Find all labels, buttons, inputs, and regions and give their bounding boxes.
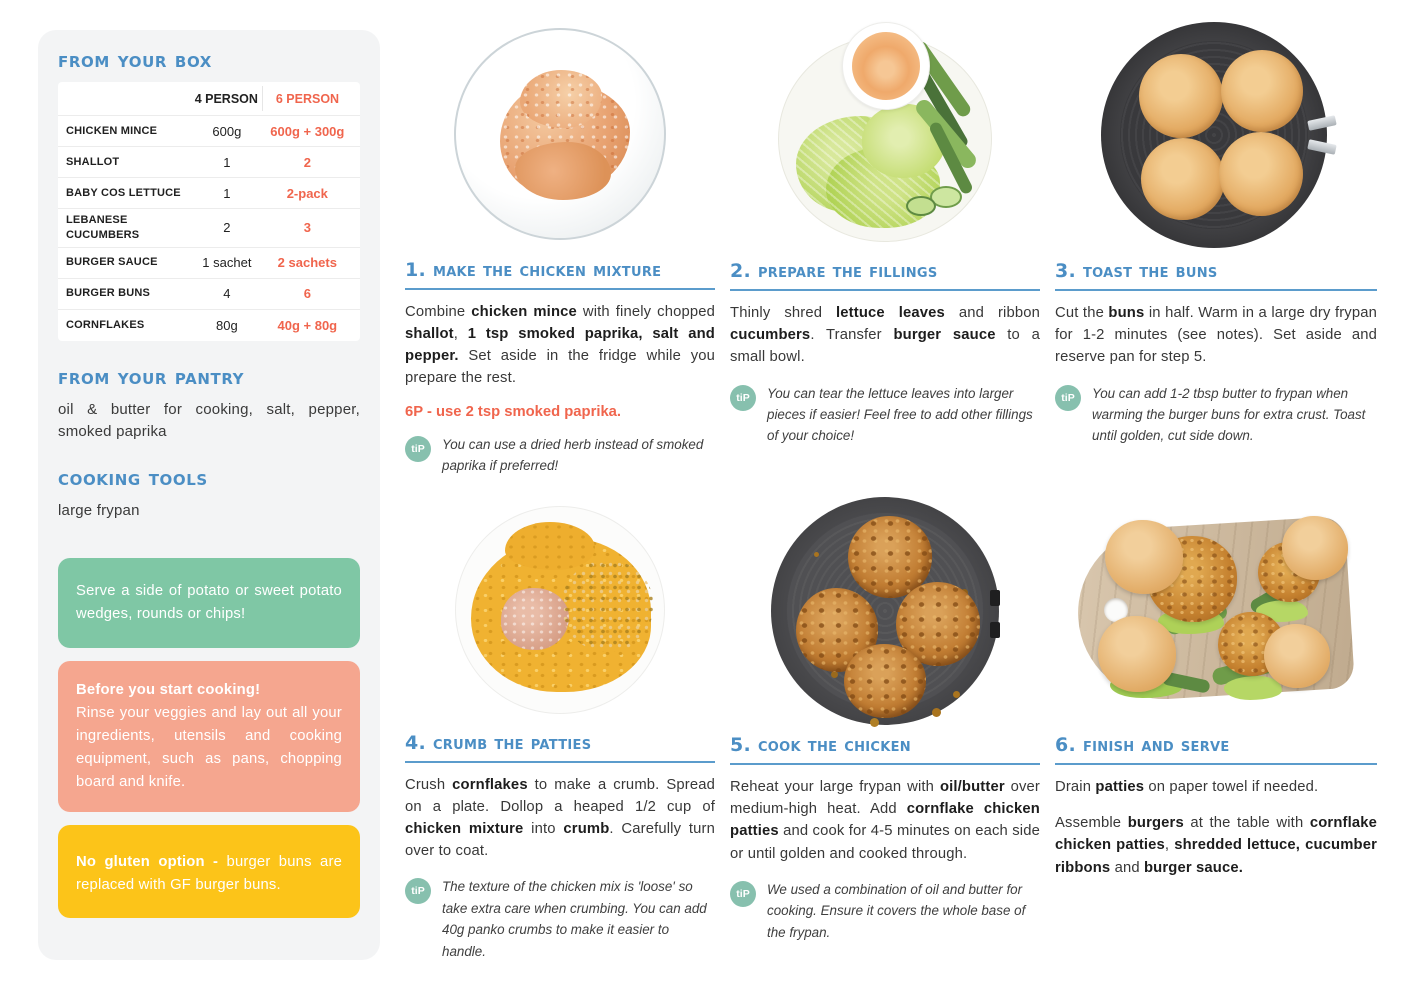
step-6-body: Drain patties on paper towel if needed. Assemble burgers at the table with cornflake chicken patties, shredded lettuce, cucumber ribbons and burger sauce. [1055,779,1377,876]
from-your-box-title: from your box [58,48,212,72]
tip-icon: tiP [730,881,756,907]
tip-icon: tiP [730,385,756,411]
before-cooking-title: Before you start cooking! [76,682,261,699]
cooking-tools-items: large frypan [58,501,140,519]
from-your-pantry-title: from your pantry [58,364,245,389]
step-3 [1055,252,1377,490]
step-5-title: 5. cook the chicken [730,734,1040,765]
col-header-4-person: 4 PERSON [194,91,258,106]
step-3-body: Cut the buns in half. Warm in a large dry frypan for 1-2 minutes (see notes). Set aside and reserve pan for step 5. [1055,305,1377,366]
step-1 [405,251,715,488]
table-row: SHALLOT 1 2 [58,147,360,178]
step-5-body: Reheat your large frypan with oil/butter over medium-high heat. Add cornflake chicken patties and cook for 4-5 minutes on each side or until golden and cooked through. [730,779,1040,862]
step-1-body: Combine chicken mince with finely chopped shallot, 1 tsp smoked paprika, salt and pepper. Set aside in the fridge while you prepare the rest. [405,303,716,387]
table-row: BURGER BUNS 4 6 [58,279,360,310]
photo-patties-frypan [770,496,1000,726]
serve-suggestion-note: Serve a side of potato or sweet potato wedges, rounds or chips! [58,558,360,648]
step-3-title: 3. toast the buns [1055,260,1377,291]
before-cooking-note: Before you start cooking! Rinse your veggies and lay out all your ingredients, utensils and cooking equipment, such as pans, chopping board and knife. [58,661,360,812]
step-4-body: Crush cornflakes to make a crumb. Spread on a plate. Dollop a heaped 1/2 cup of chicken mixture into crumb. Carefully turn over to coat. [405,776,716,860]
col-header-6-person: 6 PERSON [262,86,352,111]
step-4 [405,724,715,963]
step-5 [730,726,1040,943]
table-row: CHICKEN MINCE 600g 600g + 300g [58,116,360,147]
six-person-variation: 6P - use 2 tsp smoked paprika. [405,403,622,420]
ingredients-table [58,82,360,341]
step-2-body: Thinly shred lettuce leaves and ribbon cucumbers. Transfer burger sauce to a small bowl. [730,305,1041,366]
step-4-tip: tiP The texture of the chicken mix is 'loose' so take extra care when crumbing. You can add 40g panko crumbs to make it easier to handle. [405,876,715,962]
step-2-tip: tiP You can tear the lettuce leaves into larger pieces if easier! Feel free to add other fillings of your choice! [730,383,1040,447]
tip-icon: tiP [405,878,431,904]
photo-burgers-board [1066,496,1366,718]
table-row: LEBANESE CUCUMBERS 2 3 [58,209,360,248]
step-1-title: 1. make the chicken mixture [405,259,715,290]
step-2-title: 2. prepare the fillings [730,260,1040,291]
step-1-tip: tiP You can use a dried herb instead of smoked paprika if preferred! [405,434,715,477]
step-5-tip: tiP We used a combination of oil and butter for cooking. Ensure it covers the whole base of the frypan. [730,879,1040,943]
steps-area [405,20,1377,962]
table-header-row [58,82,360,116]
table-row: BABY COS LETTUCE 1 2-pack [58,178,360,209]
photo-buns-frypan [1099,20,1334,250]
step-3-tip: tiP You can add 1-2 tbsp butter to frypan when warming the burger buns for extra crust. Toast until golden, cut side down. [1055,383,1377,447]
photo-chicken-mixture-bowl [445,20,675,250]
photo-crumb-plate [445,494,675,724]
table-row: CORNFLAKES 80g 40g + 80g [66,317,338,333]
step-6-title: 6. finish and serve [1055,734,1377,765]
step-4-title: 4. crumb the patties [405,732,715,763]
table-row: BURGER SAUCE 1 sachet 2 sachets [58,248,360,279]
step-2 [730,252,1040,490]
sidebar [38,30,380,960]
tip-icon: tiP [1055,385,1081,411]
gluten-free-note: No gluten option - burger buns are replaced with GF burger buns. [58,825,360,919]
tip-icon: tiP [405,436,431,462]
step-6 [1055,726,1377,893]
photo-fillings-plate [770,20,1000,250]
cooking-tools-title: cooking tools [58,465,208,490]
pantry-items: oil & butter for cooking, salt, pepper, smoked paprika [58,400,360,441]
